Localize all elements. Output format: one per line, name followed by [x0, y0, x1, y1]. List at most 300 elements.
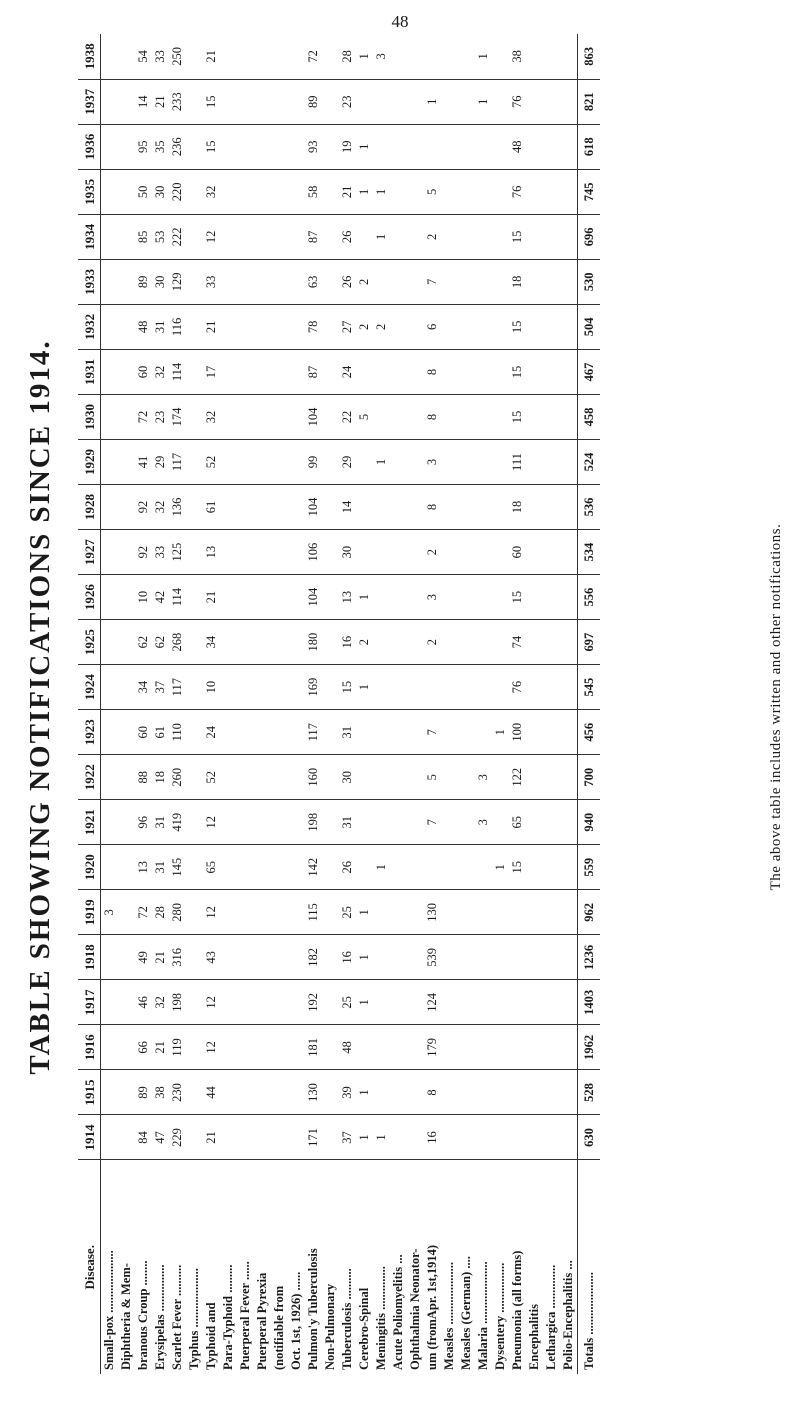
- count-cell: 5: [356, 394, 373, 439]
- count-cell: [492, 530, 509, 575]
- count-cell: [458, 890, 475, 935]
- count-cell: 110: [169, 710, 186, 755]
- count-cell: [458, 755, 475, 800]
- count-cell: [543, 169, 560, 214]
- total-cell: 940: [578, 800, 601, 845]
- count-cell: [373, 755, 390, 800]
- count-cell: 16: [339, 935, 356, 980]
- count-cell: [458, 1115, 475, 1160]
- count-cell: 65: [509, 800, 526, 845]
- count-cell: 260: [169, 755, 186, 800]
- count-cell: [254, 890, 271, 935]
- table-row: [356, 34, 373, 1374]
- count-cell: [271, 169, 288, 214]
- count-cell: 34: [203, 620, 220, 665]
- count-cell: [322, 485, 339, 530]
- count-cell: [492, 935, 509, 980]
- count-cell: 37: [152, 665, 169, 710]
- count-cell: 33: [152, 530, 169, 575]
- year-header: 1921: [78, 800, 101, 845]
- count-cell: [118, 980, 135, 1025]
- count-cell: [390, 304, 407, 349]
- year-header: 1917: [78, 980, 101, 1025]
- count-cell: [101, 665, 119, 710]
- count-cell: 104: [305, 394, 322, 439]
- count-cell: 24: [203, 710, 220, 755]
- count-cell: 1: [492, 845, 509, 890]
- count-cell: [254, 935, 271, 980]
- count-cell: [101, 755, 119, 800]
- table-body: [101, 34, 601, 1374]
- count-cell: 30: [339, 755, 356, 800]
- count-cell: [254, 845, 271, 890]
- count-cell: [237, 79, 254, 124]
- count-cell: [492, 1070, 509, 1115]
- year-header: 1937: [78, 79, 101, 124]
- count-cell: [254, 34, 271, 79]
- count-cell: 21: [203, 304, 220, 349]
- count-cell: [186, 394, 203, 439]
- count-cell: [526, 349, 543, 394]
- count-cell: 280: [169, 890, 186, 935]
- count-cell: [407, 259, 424, 304]
- count-cell: [220, 755, 237, 800]
- disease-name: Dysentery ................: [493, 1262, 507, 1370]
- count-cell: [101, 620, 119, 665]
- year-header: 1933: [78, 259, 101, 304]
- count-cell: 7: [424, 710, 441, 755]
- count-cell: [390, 710, 407, 755]
- count-cell: 54: [135, 34, 152, 79]
- count-cell: [526, 530, 543, 575]
- disease-name: Pneumonia (all forms): [510, 1250, 524, 1370]
- count-cell: [220, 1070, 237, 1115]
- count-cell: 111: [509, 440, 526, 485]
- count-cell: 95: [135, 124, 152, 169]
- count-cell: 44: [203, 1070, 220, 1115]
- disease-name: Typhoid and: [204, 1302, 218, 1370]
- disease-name: Puerperal Fever ......: [238, 1261, 252, 1370]
- count-cell: 8: [424, 1070, 441, 1115]
- total-cell: 863: [578, 34, 601, 79]
- count-cell: [220, 34, 237, 79]
- count-cell: [441, 935, 458, 980]
- count-cell: [526, 214, 543, 259]
- count-cell: 48: [509, 124, 526, 169]
- disease-name: Erysipelas ...............: [153, 1264, 167, 1370]
- count-cell: [475, 169, 492, 214]
- count-cell: 52: [203, 440, 220, 485]
- count-cell: 21: [152, 935, 169, 980]
- count-cell: [271, 800, 288, 845]
- count-cell: [390, 800, 407, 845]
- count-cell: [526, 34, 543, 79]
- count-cell: [373, 1070, 390, 1115]
- count-cell: [441, 665, 458, 710]
- total-cell: 559: [578, 845, 601, 890]
- count-cell: 50: [135, 169, 152, 214]
- count-cell: [220, 620, 237, 665]
- count-cell: [475, 665, 492, 710]
- count-cell: [254, 349, 271, 394]
- count-cell: [407, 440, 424, 485]
- count-cell: [526, 304, 543, 349]
- count-cell: [254, 1070, 271, 1115]
- table-row: [458, 34, 475, 1374]
- total-cell: 528: [578, 1070, 601, 1115]
- count-cell: [560, 755, 578, 800]
- count-cell: 136: [169, 485, 186, 530]
- count-cell: 23: [152, 394, 169, 439]
- count-cell: [441, 1025, 458, 1070]
- count-cell: [220, 710, 237, 755]
- count-cell: [543, 79, 560, 124]
- year-header: 1931: [78, 349, 101, 394]
- total-cell: 530: [578, 259, 601, 304]
- count-cell: 37: [339, 1115, 356, 1160]
- count-cell: [560, 890, 578, 935]
- count-cell: 28: [152, 890, 169, 935]
- count-cell: [237, 710, 254, 755]
- count-cell: [475, 304, 492, 349]
- count-cell: [322, 214, 339, 259]
- count-cell: [407, 575, 424, 620]
- total-cell: 1403: [578, 980, 601, 1025]
- count-cell: 142: [305, 845, 322, 890]
- count-cell: [424, 34, 441, 79]
- count-cell: [390, 620, 407, 665]
- disease-name: Meningitis ..............: [374, 1266, 388, 1370]
- count-cell: 30: [339, 530, 356, 575]
- count-cell: [492, 665, 509, 710]
- count-cell: [458, 304, 475, 349]
- count-cell: [543, 755, 560, 800]
- count-cell: [390, 1115, 407, 1160]
- count-cell: [458, 620, 475, 665]
- count-cell: [560, 800, 578, 845]
- table-row: [220, 34, 237, 1374]
- count-cell: [390, 124, 407, 169]
- count-cell: [271, 890, 288, 935]
- total-cell: 618: [578, 124, 601, 169]
- count-cell: [390, 980, 407, 1025]
- count-cell: [186, 755, 203, 800]
- count-cell: 115: [305, 890, 322, 935]
- count-cell: 122: [509, 755, 526, 800]
- count-cell: 72: [305, 34, 322, 79]
- count-cell: 31: [152, 304, 169, 349]
- count-cell: 130: [305, 1070, 322, 1115]
- count-cell: [288, 440, 305, 485]
- count-cell: [322, 1025, 339, 1070]
- count-cell: [101, 169, 119, 214]
- count-cell: [458, 980, 475, 1025]
- count-cell: [492, 169, 509, 214]
- count-cell: [390, 575, 407, 620]
- count-cell: [543, 575, 560, 620]
- count-cell: [271, 530, 288, 575]
- count-cell: [118, 349, 135, 394]
- count-cell: [441, 34, 458, 79]
- count-cell: [271, 349, 288, 394]
- count-cell: [356, 1025, 373, 1070]
- count-cell: [254, 214, 271, 259]
- totals-label: Totals ....................: [578, 1160, 601, 1374]
- disease-name: Cerebro-Spinal: [357, 1287, 371, 1370]
- total-cell: 534: [578, 530, 601, 575]
- count-cell: [390, 755, 407, 800]
- count-cell: 117: [305, 710, 322, 755]
- count-cell: 87: [305, 214, 322, 259]
- count-cell: 35: [152, 124, 169, 169]
- count-cell: [526, 845, 543, 890]
- count-cell: [458, 169, 475, 214]
- count-cell: [101, 485, 119, 530]
- count-cell: 61: [203, 485, 220, 530]
- count-cell: [356, 79, 373, 124]
- count-cell: [118, 1115, 135, 1160]
- count-cell: 114: [169, 575, 186, 620]
- count-cell: [526, 665, 543, 710]
- count-cell: [288, 710, 305, 755]
- count-cell: [356, 485, 373, 530]
- count-cell: [271, 259, 288, 304]
- count-cell: 316: [169, 935, 186, 980]
- table-row: [254, 34, 271, 1374]
- count-cell: [271, 394, 288, 439]
- count-cell: [322, 440, 339, 485]
- total-cell: 1962: [578, 1025, 601, 1070]
- count-cell: [101, 440, 119, 485]
- count-cell: [475, 575, 492, 620]
- count-cell: [118, 845, 135, 890]
- count-cell: [101, 1025, 119, 1070]
- count-cell: [254, 755, 271, 800]
- count-cell: [509, 1025, 526, 1070]
- count-cell: [458, 530, 475, 575]
- count-cell: [475, 620, 492, 665]
- count-cell: [441, 1070, 458, 1115]
- count-cell: [390, 394, 407, 439]
- count-cell: 1: [475, 79, 492, 124]
- count-cell: 76: [509, 79, 526, 124]
- count-cell: [186, 34, 203, 79]
- count-cell: 52: [203, 755, 220, 800]
- count-cell: [271, 755, 288, 800]
- count-cell: [118, 935, 135, 980]
- count-cell: [254, 440, 271, 485]
- count-cell: [101, 1070, 119, 1115]
- count-cell: [492, 304, 509, 349]
- table-row: [441, 34, 458, 1374]
- count-cell: 27: [339, 304, 356, 349]
- count-cell: [441, 124, 458, 169]
- count-cell: 1: [356, 575, 373, 620]
- count-cell: 72: [135, 890, 152, 935]
- count-cell: [237, 935, 254, 980]
- table-row: [169, 34, 186, 1374]
- count-cell: [220, 530, 237, 575]
- count-cell: [441, 485, 458, 530]
- count-cell: 32: [152, 485, 169, 530]
- count-cell: [458, 485, 475, 530]
- count-cell: [475, 124, 492, 169]
- count-cell: [475, 530, 492, 575]
- year-header: 1922: [78, 755, 101, 800]
- count-cell: [509, 980, 526, 1025]
- year-header: 1926: [78, 575, 101, 620]
- count-cell: 62: [152, 620, 169, 665]
- count-cell: 233: [169, 79, 186, 124]
- count-cell: [288, 620, 305, 665]
- count-cell: [560, 665, 578, 710]
- count-cell: 13: [135, 845, 152, 890]
- count-cell: 3: [424, 440, 441, 485]
- count-cell: [407, 890, 424, 935]
- count-cell: [441, 1115, 458, 1160]
- count-cell: [526, 394, 543, 439]
- count-cell: [543, 710, 560, 755]
- count-cell: [407, 845, 424, 890]
- count-cell: [220, 259, 237, 304]
- count-cell: [101, 575, 119, 620]
- count-cell: 49: [135, 935, 152, 980]
- count-cell: 47: [152, 1115, 169, 1160]
- count-cell: [458, 845, 475, 890]
- total-cell: 745: [578, 169, 601, 214]
- count-cell: 8: [424, 485, 441, 530]
- count-cell: [322, 710, 339, 755]
- count-cell: [118, 169, 135, 214]
- count-cell: 106: [305, 530, 322, 575]
- count-cell: [186, 169, 203, 214]
- count-cell: 46: [135, 980, 152, 1025]
- count-cell: 15: [509, 394, 526, 439]
- count-cell: 87: [305, 349, 322, 394]
- count-cell: [543, 1115, 560, 1160]
- count-cell: [271, 79, 288, 124]
- count-cell: 1: [373, 845, 390, 890]
- count-cell: [322, 755, 339, 800]
- count-cell: 1: [492, 710, 509, 755]
- count-cell: 25: [339, 980, 356, 1025]
- count-cell: [441, 349, 458, 394]
- count-cell: 3: [101, 890, 119, 935]
- count-cell: 116: [169, 304, 186, 349]
- count-cell: 76: [509, 665, 526, 710]
- count-cell: [543, 304, 560, 349]
- count-cell: [237, 575, 254, 620]
- total-cell: 696: [578, 214, 601, 259]
- count-cell: [220, 349, 237, 394]
- total-cell: 962: [578, 890, 601, 935]
- count-cell: [407, 79, 424, 124]
- count-cell: [475, 845, 492, 890]
- count-cell: [526, 485, 543, 530]
- count-cell: [237, 755, 254, 800]
- count-cell: 74: [509, 620, 526, 665]
- count-cell: 117: [169, 440, 186, 485]
- count-cell: [118, 304, 135, 349]
- count-cell: [237, 34, 254, 79]
- count-cell: 31: [152, 800, 169, 845]
- count-cell: [492, 394, 509, 439]
- count-cell: [288, 845, 305, 890]
- count-cell: 7: [424, 800, 441, 845]
- count-cell: [288, 394, 305, 439]
- count-cell: [373, 935, 390, 980]
- count-cell: [407, 34, 424, 79]
- count-cell: 30: [152, 169, 169, 214]
- count-cell: [356, 845, 373, 890]
- count-cell: [441, 304, 458, 349]
- count-cell: [254, 79, 271, 124]
- count-cell: [458, 665, 475, 710]
- count-cell: [441, 214, 458, 259]
- count-cell: [322, 890, 339, 935]
- count-cell: [560, 620, 578, 665]
- count-cell: 192: [305, 980, 322, 1025]
- count-cell: 96: [135, 800, 152, 845]
- count-cell: 100: [509, 710, 526, 755]
- count-cell: [186, 530, 203, 575]
- count-cell: 29: [152, 440, 169, 485]
- count-cell: [441, 79, 458, 124]
- count-cell: [407, 980, 424, 1025]
- count-cell: [288, 530, 305, 575]
- count-cell: [526, 710, 543, 755]
- count-cell: 2: [373, 304, 390, 349]
- count-cell: 230: [169, 1070, 186, 1115]
- count-cell: [322, 304, 339, 349]
- count-cell: [543, 935, 560, 980]
- count-cell: 12: [203, 1025, 220, 1070]
- count-cell: [526, 124, 543, 169]
- count-cell: [186, 1025, 203, 1070]
- count-cell: 1: [424, 79, 441, 124]
- disease-name: Malaria ....................: [476, 1261, 490, 1370]
- count-cell: 8: [424, 394, 441, 439]
- count-cell: [288, 935, 305, 980]
- total-cell: 524: [578, 440, 601, 485]
- count-cell: 145: [169, 845, 186, 890]
- year-header: 1924: [78, 665, 101, 710]
- footnote: The above table includes written and other notifications.: [768, 523, 784, 891]
- count-cell: 32: [152, 980, 169, 1025]
- count-cell: 3: [424, 575, 441, 620]
- count-cell: [101, 845, 119, 890]
- total-cell: 545: [578, 665, 601, 710]
- count-cell: [475, 349, 492, 394]
- count-cell: [441, 440, 458, 485]
- count-cell: [237, 1070, 254, 1115]
- count-cell: [560, 259, 578, 304]
- table-row: [492, 34, 509, 1374]
- total-cell: 697: [578, 620, 601, 665]
- count-cell: [220, 440, 237, 485]
- count-cell: [186, 800, 203, 845]
- total-cell: 536: [578, 485, 601, 530]
- count-cell: [220, 485, 237, 530]
- count-cell: [560, 935, 578, 980]
- count-cell: [237, 980, 254, 1025]
- count-cell: 32: [152, 349, 169, 394]
- disease-name: Typhus ...................: [187, 1268, 201, 1370]
- total-cell: 504: [578, 304, 601, 349]
- count-cell: [271, 665, 288, 710]
- count-cell: 15: [509, 214, 526, 259]
- count-cell: [526, 259, 543, 304]
